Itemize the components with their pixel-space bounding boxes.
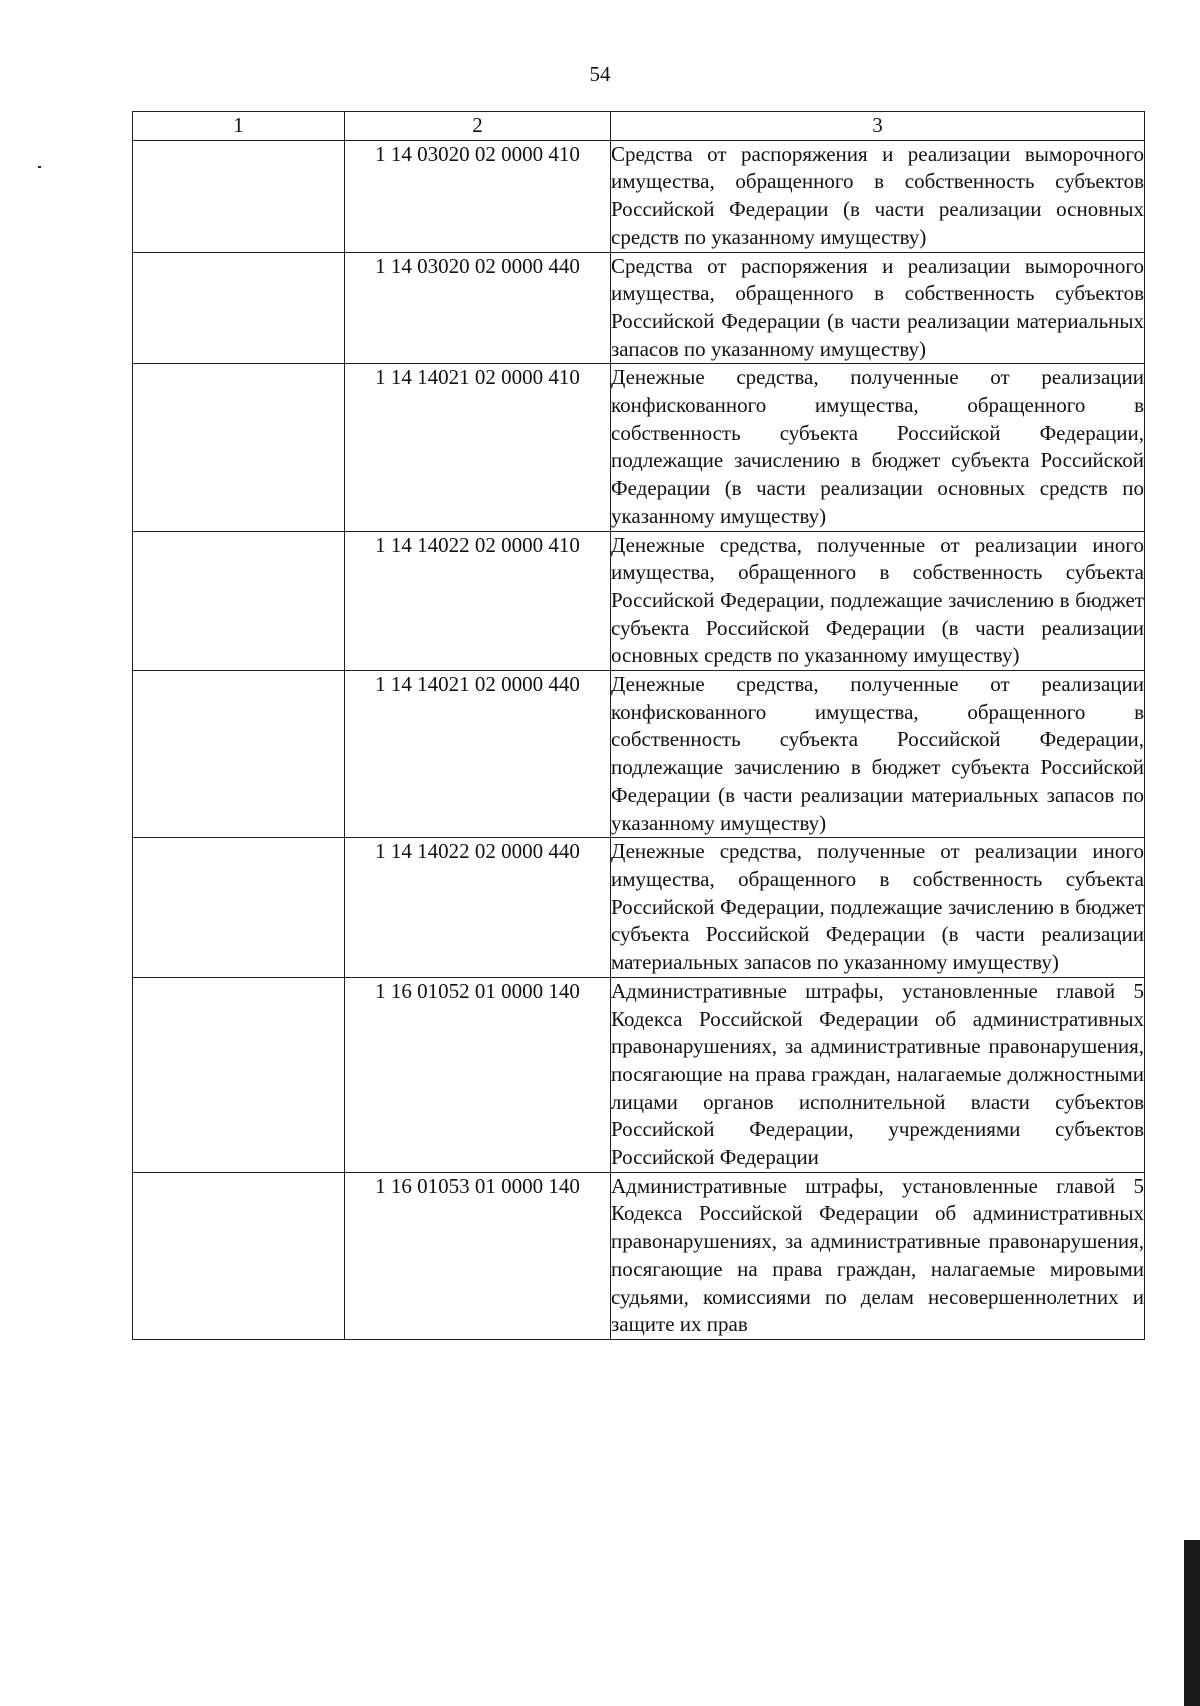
budget-code: 1 14 14022 02 0000 410 bbox=[345, 531, 611, 671]
table-header-row bbox=[133, 112, 1145, 141]
table-row bbox=[133, 252, 1145, 364]
table-row bbox=[133, 671, 1145, 838]
table-row bbox=[133, 531, 1145, 671]
budget-code: 1 14 14022 02 0000 440 bbox=[345, 838, 611, 978]
budget-code: 1 14 03020 02 0000 410 bbox=[345, 140, 611, 252]
revenue-description: Денежные средства, полученные от реализации конфискованного имущества, обращенного в собственность субъекта Российской Федерации, подлежащие зачислению в бюджет субъекта Российской Федерации (в части реализации основных средств по указанному имуществу) bbox=[611, 364, 1145, 531]
budget-code: 1 16 01052 01 0000 140 bbox=[345, 977, 611, 1172]
column-header-3: 3 bbox=[611, 112, 1145, 141]
table-row bbox=[133, 838, 1145, 978]
admin-cell bbox=[133, 531, 345, 671]
revenue-description: Денежные средства, полученные от реализации иного имущества, обращенного в собственность субъекта Российской Федерации, подлежащие зачислению в бюджет субъекта Российской Федерации (в части реализации материальных запасов по указанному имуществу) bbox=[611, 838, 1145, 978]
table-row bbox=[133, 364, 1145, 531]
admin-cell bbox=[133, 364, 345, 531]
budget-codes-table bbox=[132, 111, 1145, 1340]
scan-edge-mark bbox=[1184, 1540, 1200, 1706]
page-number: 54 bbox=[589, 62, 611, 86]
revenue-description: Денежные средства, полученные от реализации иного имущества, обращенного в собственность субъекта Российской Федерации, подлежащие зачислению в бюджет субъекта Российской Федерации (в части реализации основных средств по указанному имуществу) bbox=[611, 531, 1145, 671]
admin-cell bbox=[133, 252, 345, 364]
admin-cell bbox=[133, 140, 345, 252]
admin-cell bbox=[133, 671, 345, 838]
revenue-description: Средства от распоряжения и реализации выморочного имущества, обращенного в собственность субъектов Российской Федерации (в части реализации материальных запасов по указанному имуществу) bbox=[611, 252, 1145, 364]
budget-code: 1 14 14021 02 0000 440 bbox=[345, 671, 611, 838]
scan-speck bbox=[38, 166, 41, 168]
table-row bbox=[133, 140, 1145, 252]
table-row bbox=[133, 1172, 1145, 1339]
budget-code: 1 16 01053 01 0000 140 bbox=[345, 1172, 611, 1339]
column-header-2: 2 bbox=[345, 112, 611, 141]
admin-cell bbox=[133, 1172, 345, 1339]
budget-code: 1 14 14021 02 0000 410 bbox=[345, 364, 611, 531]
revenue-description: Административные штрафы, установленные главой 5 Кодекса Российской Федерации об административных правонарушениях, за административные правонарушения, посягающие на права граждан, налагаемые мировыми судьями, комиссиями по делам несовершеннолетних и защите их прав bbox=[611, 1172, 1145, 1339]
revenue-description: Денежные средства, полученные от реализации конфискованного имущества, обращенного в собственность субъекта Российской Федерации, подлежащие зачислению в бюджет субъекта Российской Федерации (в части реализации материальных запасов по указанному имуществу) bbox=[611, 671, 1145, 838]
admin-cell bbox=[133, 977, 345, 1172]
admin-cell bbox=[133, 838, 345, 978]
budget-code: 1 14 03020 02 0000 440 bbox=[345, 252, 611, 364]
revenue-description: Административные штрафы, установленные главой 5 Кодекса Российской Федерации об административных правонарушениях, за административные правонарушения, посягающие на права граждан, налагаемые должностными лицами органов исполнительной власти субъектов Российской Федерации, учреждениями субъектов Российской Федерации bbox=[611, 977, 1145, 1172]
revenue-description: Средства от распоряжения и реализации выморочного имущества, обращенного в собственность субъектов Российской Федерации (в части реализации основных средств по указанному имуществу) bbox=[611, 140, 1145, 252]
table-row bbox=[133, 977, 1145, 1172]
column-header-1: 1 bbox=[133, 112, 345, 141]
